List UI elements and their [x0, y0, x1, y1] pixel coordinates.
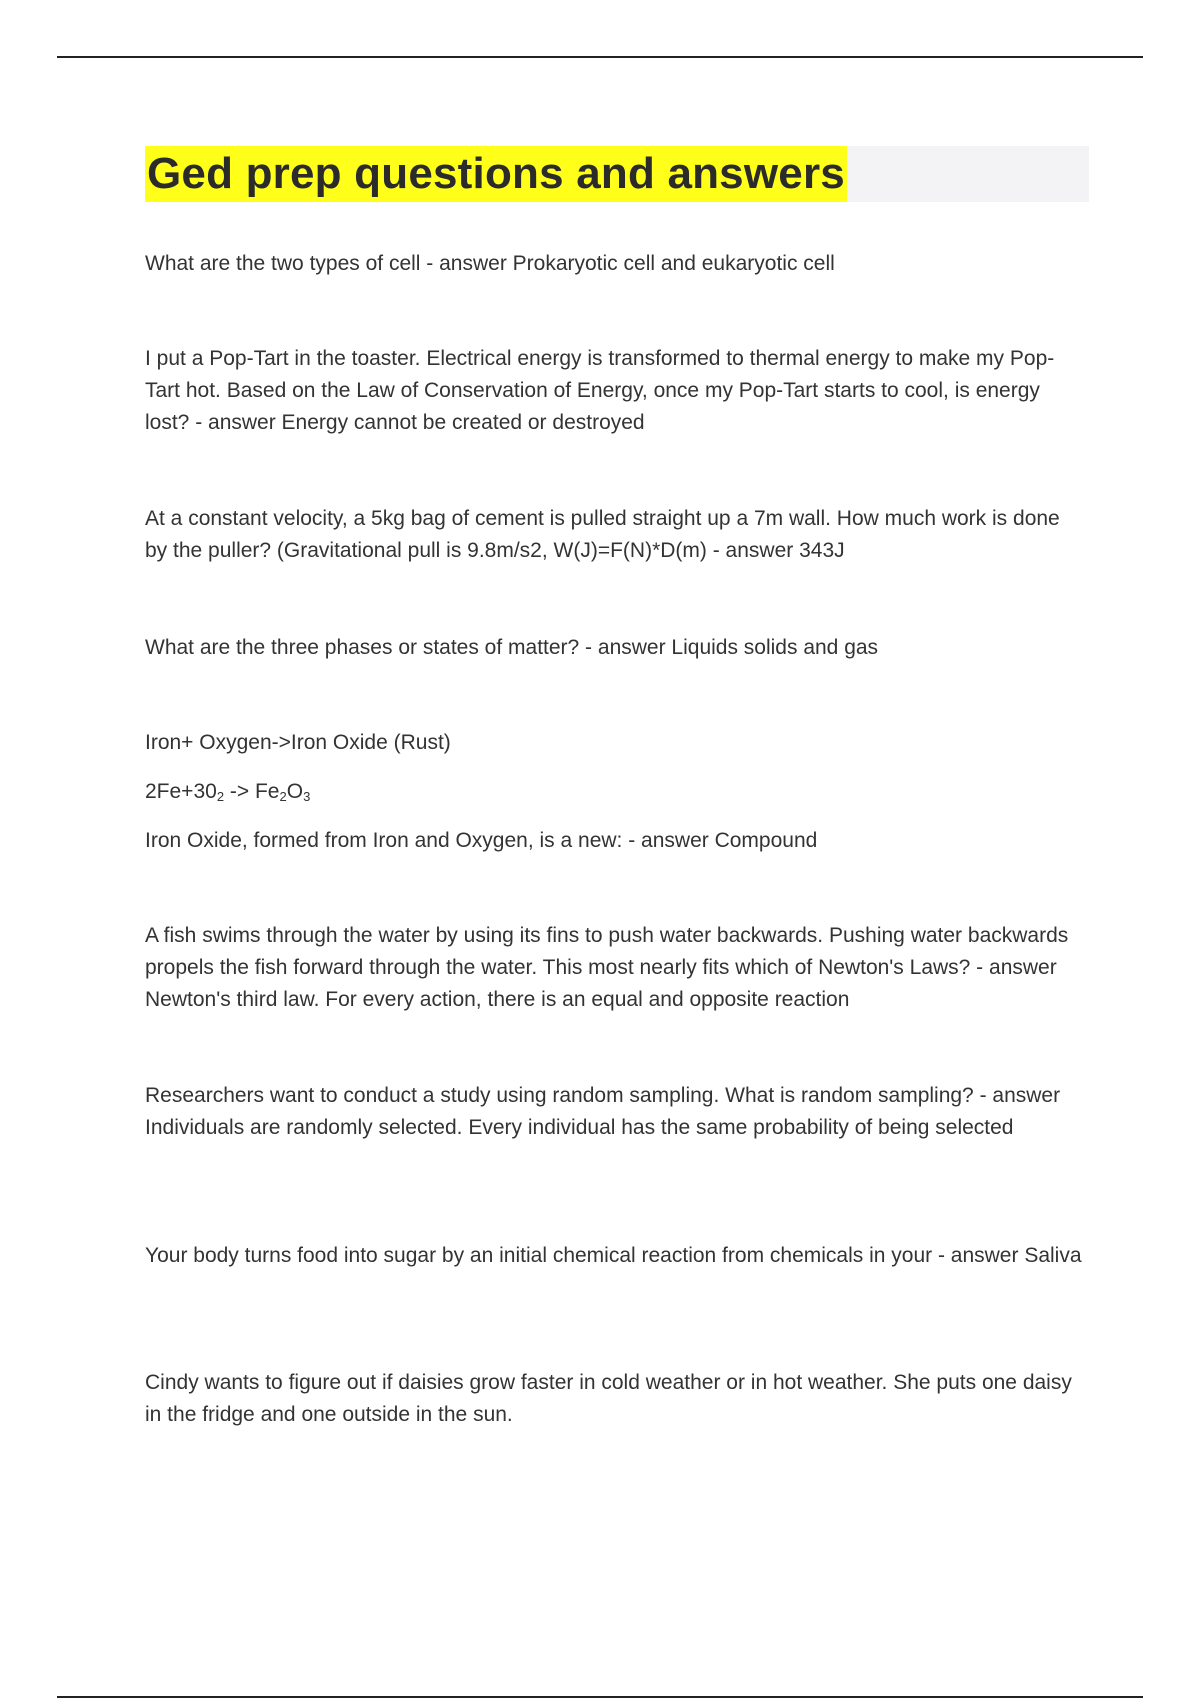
- qa-item-5-premise: Iron+ Oxygen->Iron Oxide (Rust): [145, 731, 451, 754]
- top-rule: [57, 56, 1143, 58]
- equation-rhs-subscript-2: 3: [303, 789, 311, 804]
- equation-lhs-subscript: 2: [216, 789, 225, 804]
- title-band: [145, 146, 1089, 202]
- qa-item-3: At a constant velocity, a 5kg bag of cement is pulled straight up a 7m wall. How much work is done by the puller? (Gravitational pull is 9.8m/s2, W(J)=F(N)*D(m) - answer 343J: [145, 507, 1060, 562]
- qa-item-2: I put a Pop-Tart in the toaster. Electrical energy is transformed to thermal energy to make my Pop-Tart hot. Based on the Law of Conservation of Energy, once my Pop-Tart starts to cool, is energy lost? - answer Energy cannot be created or destroyed: [145, 347, 1055, 434]
- chemical-equation: [145, 776, 310, 808]
- qa-item-9: Cindy wants to figure out if daisies grow faster in cold weather or in hot weather. She puts one daisy in the fridge and one outside in the sun.: [145, 1371, 1072, 1426]
- qa-item-4: What are the three phases or states of matter? - answer Liquids solids and gas: [145, 636, 879, 659]
- equation-rhs-subscript-1: 2: [279, 789, 287, 804]
- bottom-rule: [57, 1696, 1143, 1698]
- qa-item-7: Researchers want to conduct a study using random sampling. What is random sampling? - answer Individuals are randomly selected. Every individual has the same probability of being selected: [145, 1084, 1061, 1139]
- equation-arrow: -> Fe: [224, 780, 280, 803]
- qa-item-1: What are the two types of cell - answer Prokaryotic cell and eukaryotic cell: [145, 252, 835, 275]
- qa-item-5-question: Iron Oxide, formed from Iron and Oxygen, is a new: - answer Compound: [145, 829, 818, 852]
- equation-rhs: O: [286, 780, 304, 803]
- qa-item-8: Your body turns food into sugar by an initial chemical reaction from chemicals in your - answer Saliva: [145, 1244, 1082, 1267]
- qa-item-6: A fish swims through the water by using its fins to push water backwards. Pushing water backwards propels the fish forward through the water. This most nearly fits which of Newton's Laws? - answer Newton's third law. For every action, there is an equal and opposite reaction: [145, 924, 1069, 1011]
- equation-lhs: 2Fe+30: [145, 780, 217, 803]
- page-title: Ged prep questions and answers: [145, 146, 847, 202]
